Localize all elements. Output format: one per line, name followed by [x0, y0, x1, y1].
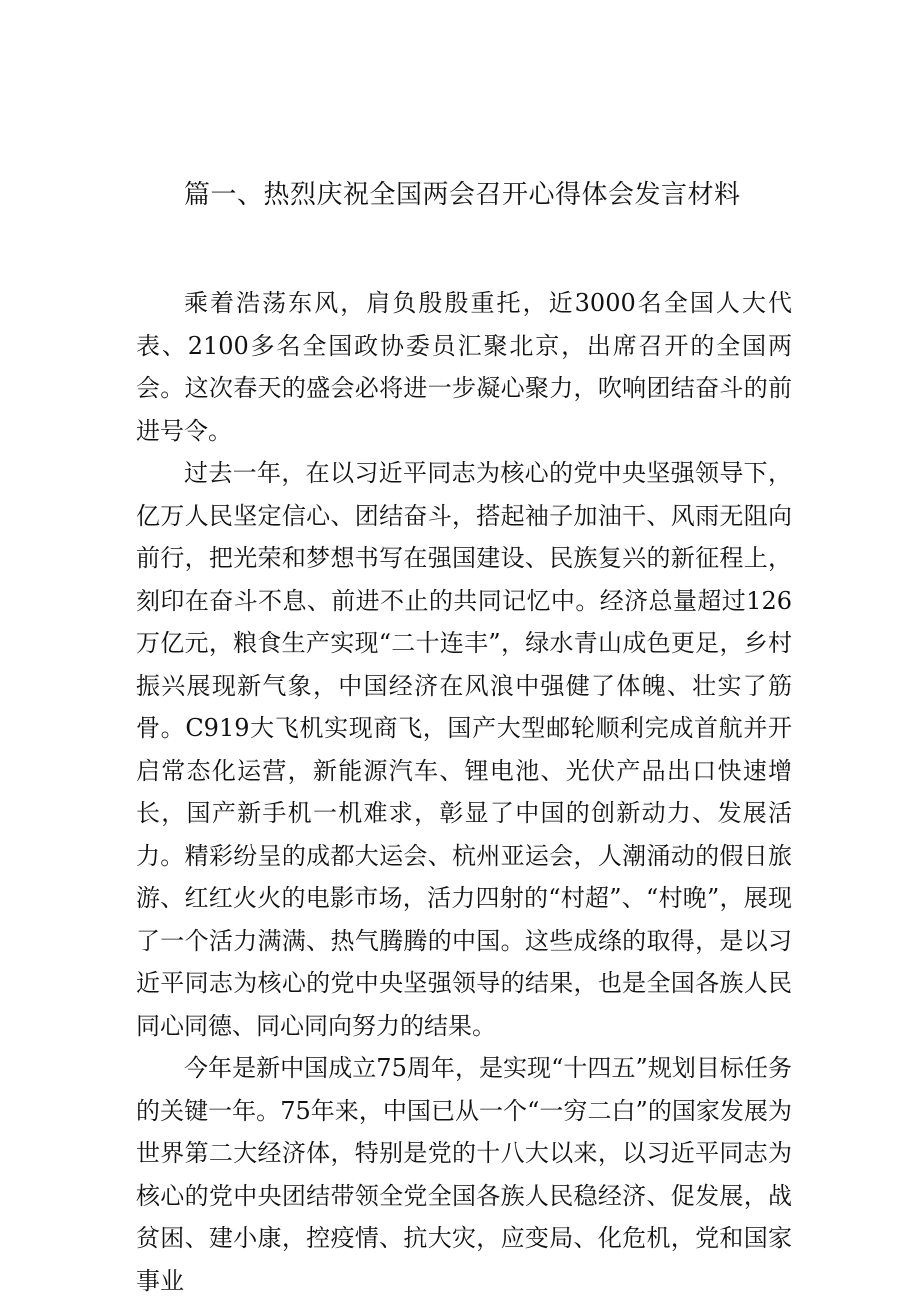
paragraph-3: 今年是新中国成立75周年，是实现“十四五”规划目标任务的关键一年。75年来，中国已从一个“一穷二白”的国家发展为世界第二大经济体，特别是党的十八大以来，以习近平同志为核心的党中央团结带领全党全国各族人民稳经济、促发展，战贫困、建小康，控疫情、抗大灾，应变局、化危机，党和国家事业 — [136, 1054, 792, 1295]
document-body — [136, 282, 792, 1302]
document-title: 篇一、热烈庆祝全国两会召开心得体会发言材料 — [184, 180, 741, 210]
paragraph-2: 过去一年，在以习近平同志为核心的党中央坚强领导下，亿万人民坚定信心、团结奋斗，搭起袖子加油干、风雨无阻向前行，把光荣和梦想书写在强国建设、民族复兴的新征程上，刻印在奋斗不息、前进不止的共同记忆中。经济总量超过126万亿元，粮食生产实现“二十连丰”，绿水青山成色更足，乡村振兴展现新气象，中国经济在风浪中强健了体魄、壮实了筋骨。C919大飞机实现商飞，国产大型邮轮顺利完成首航并开启常态化运营，新能源汽车、锂电池、光伏产品出口快速增长，国产新手机一机难求，彰显了中国的创新动力、发展活力。精彩纷呈的成都大运会、杭州亚运会，人潮涌动的假日旅游、红红火火的电影市场，活力四射的“村超”、“村晚”，展现了一个活力满满、热气腾腾的中国。这些成绦的取得，是以习近平同志为核心的党中央坚强领导的结果，也是全国各族人民同心同德、同心同向努力的结果。 — [136, 459, 792, 1040]
paragraph-1: 乘着浩荡东风，肩负殷殷重托，近3000名全国人大代表、2100多名全国政协委员汇聚北京，出席召开的全国两会。这次春天的盛会必将进一步凝心聚力，吹响团结奋斗的前进号令。 — [136, 289, 792, 445]
